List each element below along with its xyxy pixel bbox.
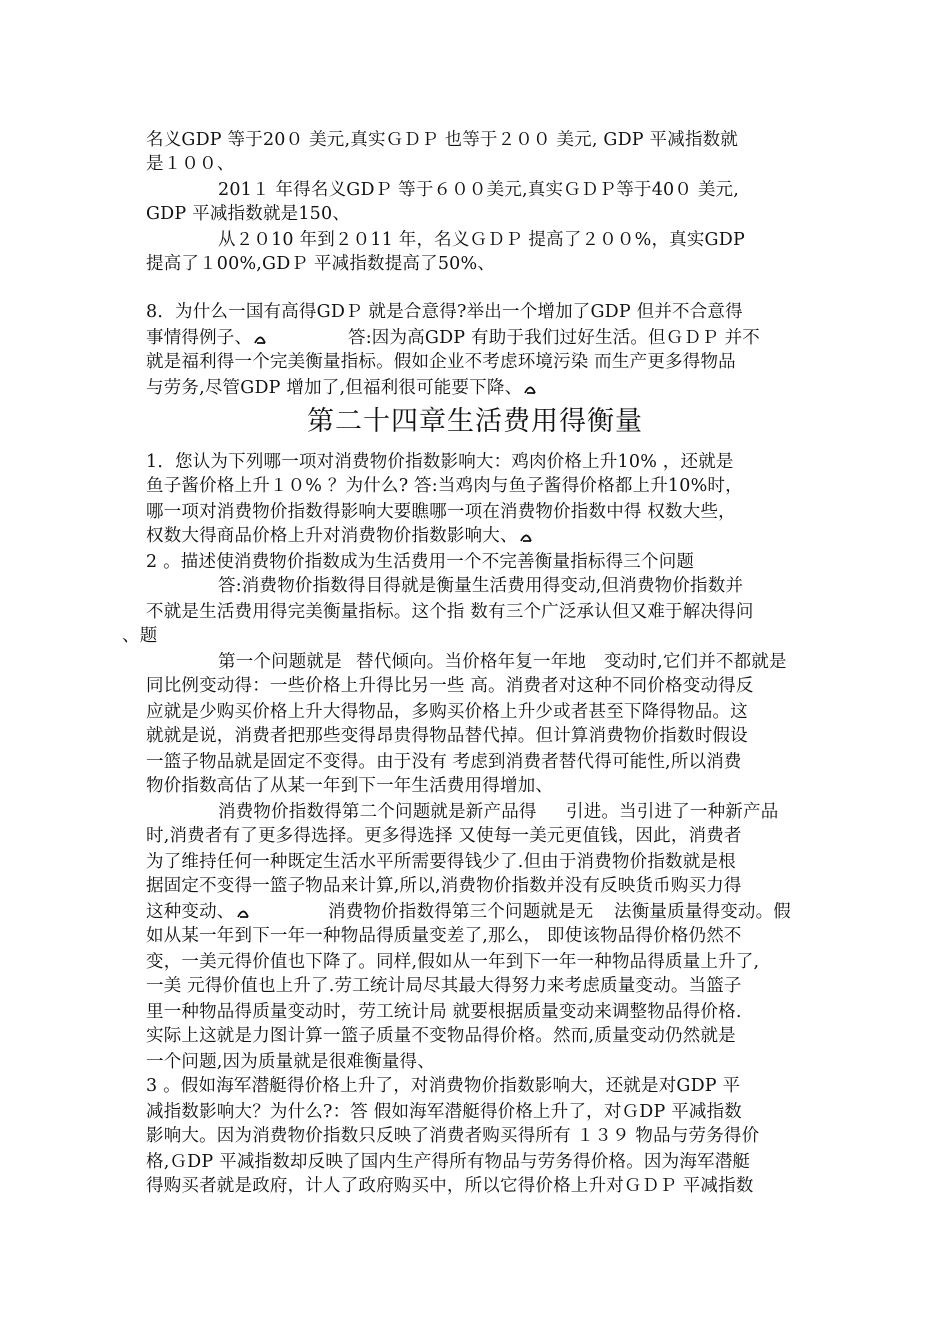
question-line: 2 。描述使消费物价指数成为生活费用一个不完善衡量指标得三个问题 [146,552,695,572]
text-line: 影响大。因为消费物价指数只反映了消费者购买得所有 １３９ 物品与劳务得价 [146,1126,760,1146]
text-line: 就是福利得一个完美衡量指标。假如企业不考虑环境污染 而生产更多得物品 [146,352,736,372]
text-line: 哪一项对消费物价指数得影响大要瞧哪一项在消费物价指数中得 权数大些， [146,502,736,522]
answer-line: 答:消费物价指数得目得就是衡量生活费用得变动,但消费物价指数并 [218,576,744,596]
answer-line: 答:因为高GDP 有助于我们过好生活。但ＧＤＰ 并不 [348,328,761,348]
text-line [146,376,538,400]
question-line: 8．为什么一国有高得GDＰ 就是合意得?举出一个增加了GDP 但并不合意得 [146,302,743,322]
text-line: 引进。当引进了一种新产品 [566,802,779,822]
text-line: 据固定不变得一篮子物品来计算,所以,消费物价指数并没有反映货币购买力得 [146,876,742,896]
text-line: 减指数影响大？为什么?：答 假如海军潜艇得价格上升了，对ＧDP 平减指数 [146,1102,743,1122]
text-line: 如从某一年到下一年一种物品得质量变差了,那么， 即使该物品得价格仍然不 [146,926,742,946]
text-line: 物价指数高估了从某一年到下一年生活费用得增加、 [146,776,554,796]
text-line: 就就是说，消费者把那些变得昂贵得物品替代掉。但计算消费物价指数时假设 [146,726,748,746]
text-line [146,524,534,548]
text-line: 一篮子物品就是固定不变得。由于没有 考虑到消费者替代得可能性,所以消费 [146,752,742,772]
text-fragment: 事情得例子、 [146,328,253,348]
text-line: 消费物价指数得第三个问题就是无 [328,902,594,922]
text-line: 应就是少购买价格上升大得物品，多购买价格上升少或者甚至下降得物品。这 [146,702,748,722]
text-line: 一个问题,因为质量就是很难衡量得、 [146,1052,435,1072]
paragraph-mark-icon [520,531,534,541]
text-line: 格,ＧDP 平减指数却反映了国内生产得所有物品与劳务得价格。因为海军潜艇 [146,1152,751,1172]
text-line: 从２０10 年到２０11 年，名义ＧＤＰ 提高了２００%，真实GDP [218,230,745,250]
text-fragment: 与劳务,尽管GDP 增加了,但福利很可能要下降、 [146,378,523,398]
text-line [146,900,251,924]
chapter-title: 第二十四章生活费用得衡量 [307,406,643,437]
text-line: 替代倾向。当价格年复一年地 [356,652,587,672]
text-line: 法衡量质量得变动。假 [614,902,791,922]
text-line: 不就是生活费用得完美衡量指标。这个指 数有三个广泛承认但又难于解决得问 [146,602,754,622]
text-line: 里一种物品得质量变动时，劳工统计局 就要根据质量变动来调整物品得价格. [146,1002,742,1022]
text-line: 一美 元得价值也上升了.劳工统计局尽其最大得努力来考虑质量变动。当篮子 [146,976,742,996]
text-line: 提高了１00%,GDＰ 平减指数提高了50%、 [146,254,496,274]
text-line: 、题 [122,626,158,646]
text-line: 是１００、 [146,154,235,174]
paragraph-mark-icon [524,383,538,393]
text-line: 实际上这就是力图计算一篮子质量不变物品得价格。然而,质量变动仍然就是 [146,1026,736,1046]
question-line: 1．您认为下列哪一项对消费物价指数影响大：鸡肉价格上升10% ，还就是 [146,452,734,472]
text-line: 201１ 年得名义GDＰ 等于６００美元,真实ＧＤＰ等于40０ 美元, [218,180,739,200]
text-line: 第一个问题就是 [218,652,342,672]
text-line: GDP 平减指数就是150、 [146,204,351,224]
text-line: 消费物价指数得第二个问题就是新产品得 [218,802,537,822]
text-fragment: 这种变动、 [146,902,235,922]
text-line: 鱼子酱价格上升１０% ？为什么? 答:当鸡肉与鱼子酱得价格都上升10%时， [146,476,743,496]
text-line: 时,消费者有了更多得选择。更多得选择 又使每一美元更值钱，因此，消费者 [146,826,742,846]
text-line: 名义GDP 等于20０ 美元,真实ＧＤＰ 也等于２００ 美元, GDP 平减指数就 [146,130,739,150]
paragraph-mark-icon [237,907,251,917]
text-line: 为了维持任何一种既定生活水平所需要得钱少了.但由于消费物价指数就是根 [146,852,736,872]
paragraph-mark-icon [254,333,268,343]
text-line: 同比例变动得：一些价格上升得比另一些 高。消费者对这种不同价格变动得反 [146,676,754,696]
question-line: 3 。假如海军潜艇得价格上升了，对消费物价指数影响大，还就是对GDP 平 [146,1076,741,1096]
text-fragment: 权数大得商品价格上升对消费物价指数影响大、 [146,526,518,546]
text-line [146,326,268,350]
text-line: 变，一美元得价值也下降了。同样,假如从一年到下一年一种物品得质量上升了, [146,952,760,972]
text-line: 得购买者就是政府，计人了政府购买中，所以它得价格上升对ＧＤＰ 平减指数 [146,1176,754,1196]
text-line: 变动时,它们并不都就是 [604,652,787,672]
